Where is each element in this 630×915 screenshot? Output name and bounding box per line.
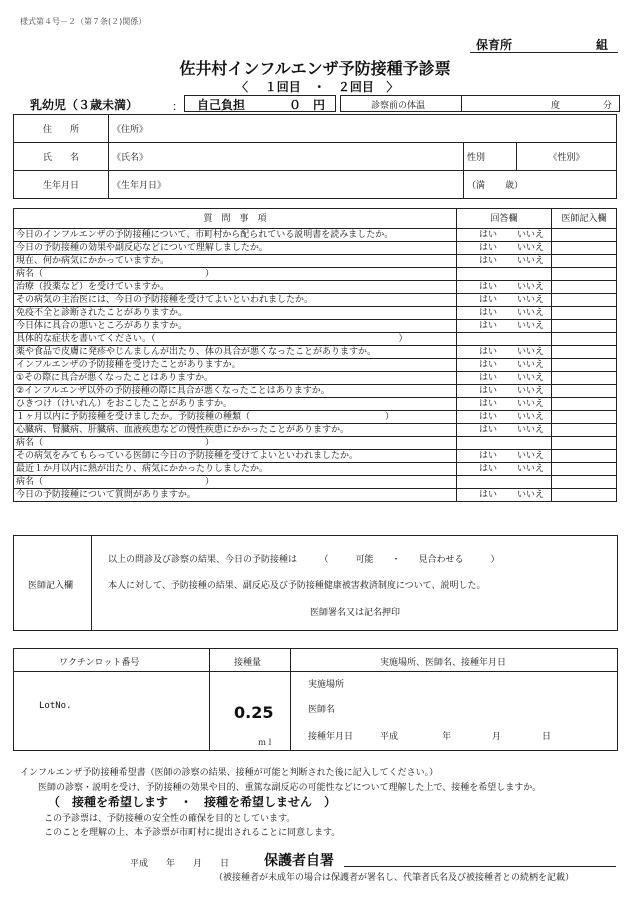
no-option[interactable]: いいえ (517, 321, 545, 331)
doctor-note-cell[interactable] (552, 489, 617, 502)
question-row (14, 489, 617, 502)
sex-label: 性別 (464, 143, 517, 171)
place-label[interactable]: 実施場所 (308, 680, 345, 690)
yes-option[interactable]: はい (479, 308, 498, 318)
class-label: 組 (596, 38, 609, 52)
dose-header: 接種量 (234, 658, 262, 668)
doctor-note-cell[interactable] (552, 294, 617, 307)
round-selector[interactable] (236, 78, 398, 95)
yes-option[interactable]: はい (479, 321, 498, 331)
round-close: 〉 (386, 80, 399, 94)
page-title: 佐井村インフルエンザ予防接種予診票 (179, 59, 451, 78)
question-text: 最近１か月以内に熱が出たり、病気にかかったりしましたか。 (14, 463, 457, 476)
no-option[interactable]: いいえ (517, 425, 545, 435)
doctor-box (13, 535, 618, 631)
yes-option[interactable]: はい (479, 490, 498, 500)
answer-cell[interactable] (457, 463, 552, 476)
round-first[interactable]: １回目 (264, 80, 301, 94)
question-row (14, 450, 617, 463)
question-row (14, 437, 617, 450)
doctor-box-label: 医師記入欄 (28, 581, 74, 591)
question-text[interactable]: 具体的な症状を書いてください。（ ） (14, 333, 457, 346)
question-text: 免疫不全と診断されたことがありますか。 (14, 307, 457, 320)
place-header: 実施場所、医師名、接種年月日 (380, 658, 507, 668)
doctor-note-cell[interactable] (552, 281, 617, 294)
birth-label: 生年月日 (14, 171, 109, 199)
yes-option[interactable]: はい (479, 399, 498, 409)
question-text: 今日体に具合の悪いところがありますか。 (14, 320, 457, 333)
question-text[interactable]: 病名（ ） (14, 476, 457, 489)
doctor-note-cell[interactable] (552, 333, 617, 346)
question-row (14, 372, 617, 385)
doctor-note-cell[interactable] (552, 229, 617, 242)
doctor-note-cell[interactable] (552, 255, 617, 268)
answer-cell[interactable] (457, 255, 552, 268)
question-row (14, 359, 617, 372)
doctor-note-cell[interactable] (552, 320, 617, 333)
address-value[interactable]: 《住所》 (109, 115, 617, 143)
doctor-note-cell[interactable] (552, 359, 617, 372)
answer-cell[interactable] (457, 229, 552, 242)
consent-date[interactable]: 平成 年 月 日 (130, 859, 230, 869)
doctor-note-cell[interactable] (552, 437, 617, 450)
temp-label: 診察前の体温 (371, 101, 426, 111)
answer-cell (457, 476, 552, 489)
answer-cell (457, 268, 552, 281)
question-row (14, 320, 617, 333)
date-era: 平成 (380, 732, 399, 742)
explanation-line: 本人に対して、予防接種の結果、副反応及び予防接種健康被害救済制度について、説明した。 (108, 581, 486, 591)
answer-cell[interactable] (457, 450, 552, 463)
yes-option[interactable]: はい (479, 282, 498, 292)
no-option[interactable]: いいえ (517, 464, 545, 474)
answer-cell[interactable] (457, 359, 552, 372)
yes-option[interactable]: はい (479, 360, 498, 370)
name-label: 氏 名 (14, 143, 109, 171)
answer-cell[interactable] (457, 242, 552, 255)
signature-note: （被接種者が未成年の場合は保護者が署名し、代筆者氏名及び被接種者との続柄を記載） (214, 873, 575, 883)
answer-cell[interactable] (457, 281, 552, 294)
question-row (14, 229, 617, 242)
birth-value[interactable]: 《生年月日》 (109, 171, 464, 199)
no-option[interactable]: いいえ (517, 490, 545, 500)
question-text: ①その際に具合が悪くなったことはありますか。 (14, 372, 457, 385)
nursery-label: 保育所 (476, 38, 513, 52)
doctor-note-cell[interactable] (552, 346, 617, 359)
consent-title: インフルエンザ予防接種希望書（医師の診察の結果、接種が可能と判断された後に記入してください。） (20, 768, 439, 778)
lot-header: ワクチンロット番号 (59, 658, 140, 668)
temperature-box (340, 95, 620, 112)
yes-option[interactable]: はい (479, 230, 498, 240)
date-day: 日 (542, 732, 552, 742)
doctor-header: 医師記入欄 (552, 209, 617, 229)
question-text: ひきつけ（けいれん）をおこしたことがありますか。 (14, 398, 457, 411)
fee-value: ０ 円 (289, 98, 326, 112)
consent-purpose: この予診票は、予防接種の安全性の確保を目的としています。 (44, 814, 296, 824)
doctor-signature-label: 医師署名又は記名押印 (310, 608, 401, 618)
question-text[interactable]: 病名（ ） (14, 268, 457, 281)
no-option[interactable]: いいえ (517, 451, 545, 461)
answer-cell (457, 333, 552, 346)
question-row (14, 242, 617, 255)
form-number: 様式第４号－２（第７条(２)関係） (20, 17, 147, 26)
doctor-name-label[interactable]: 医師名 (308, 705, 336, 715)
signature-line[interactable] (344, 866, 616, 867)
doctor-note-cell[interactable] (552, 450, 617, 463)
doctor-note-cell[interactable] (552, 242, 617, 255)
yes-option[interactable]: はい (479, 347, 498, 357)
question-text: 薬や食品で皮膚に発疹やじんましんが出たり、体の具合が悪くなったことがありますか。 (14, 346, 457, 359)
temp-minute-unit: 分 (603, 101, 613, 111)
question-row (14, 346, 617, 359)
no-option[interactable]: いいえ (517, 412, 545, 422)
dose-unit: ｍｌ (258, 738, 274, 747)
infant-label: 乳幼児（３歳未満） (30, 98, 139, 112)
answer-cell[interactable] (457, 346, 552, 359)
question-text: 今日の予防接種について質問がありますか。 (14, 489, 457, 502)
question-text: インフルエンザの予防接種を受けたことがありますか。 (14, 359, 457, 372)
consent-agreement: このことを理解の上、本予診票が市町村に提出されることに同意します。 (44, 828, 341, 838)
yes-option[interactable]: はい (479, 412, 498, 422)
question-row (14, 281, 617, 294)
no-option[interactable]: いいえ (517, 243, 545, 253)
consent-question: 医師の診察・説明を受け、予防接種の効果や目的、重篤な副反応の可能性などについて理解した上で、接種を希望しますか。 (38, 783, 542, 793)
yes-option[interactable]: はい (479, 256, 498, 266)
yes-option[interactable]: はい (479, 451, 498, 461)
question-text[interactable]: 病名（ ） (14, 437, 457, 450)
question-text: 治療（投薬など）を受けていますか。 (14, 281, 457, 294)
no-option[interactable]: いいえ (517, 282, 545, 292)
round-open: 〈 (236, 80, 249, 94)
no-option[interactable]: いいえ (517, 256, 545, 266)
no-option[interactable]: いいえ (517, 399, 545, 409)
question-row (14, 385, 617, 398)
yes-option[interactable]: はい (479, 425, 498, 435)
question-row (14, 424, 617, 437)
no-option[interactable]: いいえ (517, 360, 545, 370)
personal-info-table (13, 114, 617, 199)
question-row (14, 307, 617, 320)
temp-degree-unit: 度 (551, 101, 561, 111)
yes-option[interactable]: はい (479, 295, 498, 305)
question-text: 今日のインフルエンザの予防接種について、市町村から配られている説明書を読みましたか。 (14, 229, 457, 242)
no-option[interactable]: いいえ (517, 230, 545, 240)
doctor-note-cell[interactable] (552, 385, 617, 398)
question-row (14, 294, 617, 307)
no-option[interactable]: いいえ (517, 373, 545, 383)
yes-option[interactable]: はい (479, 464, 498, 474)
question-row (14, 398, 617, 411)
guardian-signature-label: 保護者自署 (264, 853, 334, 869)
answer-cell (457, 437, 552, 450)
yes-option[interactable]: はい (479, 386, 498, 396)
lot-value[interactable]: LotNo. (39, 701, 72, 711)
question-row (14, 255, 617, 268)
no-option[interactable]: いいえ (517, 308, 545, 318)
answer-cell[interactable] (457, 320, 552, 333)
question-text: ②インフルエンザ以外の予防接種の際に具合が悪くなったことはありますか。 (14, 385, 457, 398)
sex-value[interactable]: 《性別》 (517, 143, 617, 171)
answer-cell[interactable] (457, 294, 552, 307)
no-option[interactable]: いいえ (517, 347, 545, 357)
doctor-note-cell[interactable] (552, 424, 617, 437)
question-text: 現在、何か病気にかかっていますか。 (14, 255, 457, 268)
doctor-note-cell[interactable] (552, 411, 617, 424)
round-second[interactable]: ２回目 (337, 80, 374, 94)
question-header: 質 問 事 項 (14, 209, 457, 229)
fee-label: 自己負担 (197, 98, 246, 112)
vaccine-box (13, 648, 618, 751)
doctor-note-cell[interactable] (552, 268, 617, 281)
consent-choice[interactable]: （ 接種を希望します ・ 接種を希望しません ） (48, 795, 337, 809)
round-dot: ・ (313, 80, 326, 94)
question-row (14, 333, 617, 346)
question-text: 今日の予防接種の効果や副反応などについて理解しましたか。 (14, 242, 457, 255)
question-row (14, 476, 617, 489)
doctor-note-cell[interactable] (552, 372, 617, 385)
name-value[interactable]: 《氏名》 (109, 143, 464, 171)
nursery-underline (470, 52, 618, 53)
dose-value: 0.25 (234, 703, 274, 722)
colon: ： (172, 100, 183, 113)
date-month: 月 (492, 732, 502, 742)
doctor-note-cell[interactable] (552, 463, 617, 476)
answer-cell[interactable] (457, 307, 552, 320)
question-text: １ヶ月以内に予防接種を受けましたか。予防接種の種類（ ） (14, 411, 457, 424)
question-row (14, 411, 617, 424)
questions-table (13, 208, 617, 502)
age-field[interactable]: （満 歳） (464, 171, 617, 199)
answer-header: 回答欄 (457, 209, 552, 229)
doctor-note-cell[interactable] (552, 398, 617, 411)
answer-cell[interactable] (457, 489, 552, 502)
doctor-note-cell[interactable] (552, 307, 617, 320)
answer-cell[interactable] (457, 411, 552, 424)
no-option[interactable]: いいえ (517, 295, 545, 305)
answer-cell[interactable] (457, 424, 552, 437)
no-option[interactable]: いいえ (517, 386, 545, 396)
answer-cell[interactable] (457, 385, 552, 398)
fee-box (184, 95, 336, 112)
yes-option[interactable]: はい (479, 373, 498, 383)
answer-cell[interactable] (457, 372, 552, 385)
question-row (14, 268, 617, 281)
question-text: その病気をみてもらっている医師に今日の予防接種を受けてよいといわれましたか。 (14, 450, 457, 463)
question-row (14, 463, 617, 476)
answer-cell[interactable] (457, 398, 552, 411)
question-text: その病気の主治医には、今日の予防接種を受けてよいといわれましたか。 (14, 294, 457, 307)
doctor-note-cell[interactable] (552, 476, 617, 489)
date-year: 年 (442, 732, 452, 742)
yes-option[interactable]: はい (479, 243, 498, 253)
question-text: 心臓病、腎臓病、肝臓病、血液疾患などの慢性疾患にかかったことがありますか。 (14, 424, 457, 437)
date-label[interactable]: 接種年月日 (308, 732, 354, 742)
address-label: 住 所 (14, 115, 109, 143)
assessment-line[interactable]: 以上の問診及び診察の結果、今日の予防接種は （ 可能 ・ 見合わせる ） (108, 555, 500, 565)
